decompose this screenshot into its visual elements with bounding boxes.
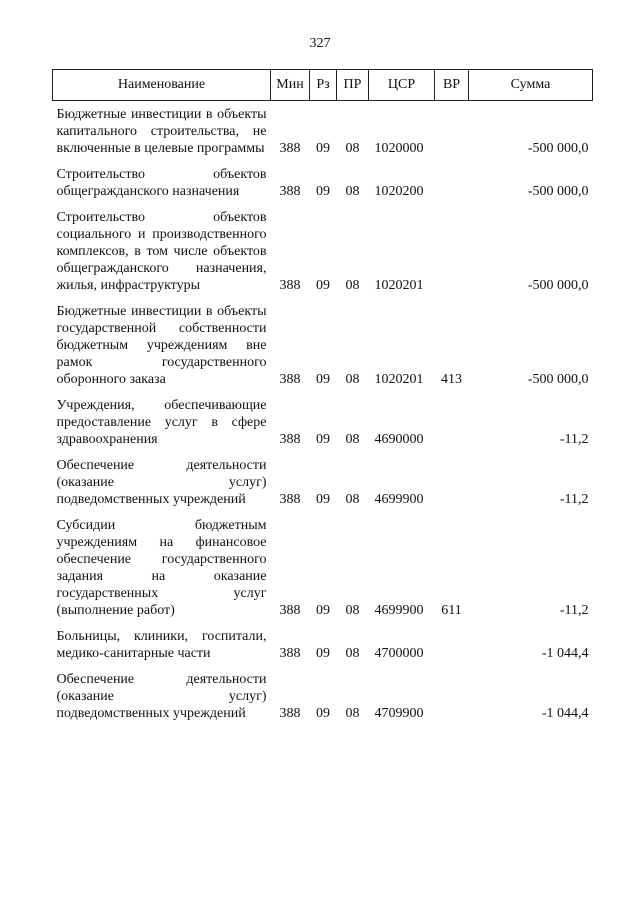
row-spacer bbox=[53, 388, 593, 397]
cell-vr bbox=[435, 106, 469, 157]
cell-name: Бюджетные инвестиции в объекты капитального строительства, не включенные в целевые программы bbox=[56, 107, 267, 156]
cell-rz: 09 bbox=[316, 372, 330, 387]
cell-sum: -500 000,0 bbox=[527, 141, 589, 156]
cell-min: 388 bbox=[279, 372, 301, 387]
cell-sum: -500 000,0 bbox=[527, 372, 589, 387]
cell-csr: 1020201 bbox=[374, 278, 424, 293]
cell-vr bbox=[435, 397, 469, 448]
cell-csr: 1020200 bbox=[374, 184, 424, 199]
cell-rz: 09 bbox=[316, 184, 330, 199]
cell-csr: 1020201 bbox=[374, 372, 424, 387]
cell-name: Больницы, клиники, госпитали, медико-санитарные части bbox=[56, 629, 267, 661]
cell-csr: 4690000 bbox=[374, 432, 424, 447]
cell-rz: 09 bbox=[316, 141, 330, 156]
cell-pr: 08 bbox=[345, 706, 360, 721]
cell-csr: 4699900 bbox=[374, 603, 424, 618]
cell-vr bbox=[435, 166, 469, 200]
table-row bbox=[53, 166, 593, 200]
cell-vr bbox=[435, 628, 469, 662]
cell-csr: 4709900 bbox=[374, 706, 424, 721]
cell-vr: 413 bbox=[441, 372, 462, 387]
cell-rz: 09 bbox=[316, 432, 330, 447]
row-spacer-cell bbox=[53, 508, 593, 517]
table-row bbox=[53, 517, 593, 619]
header-csr: ЦСР bbox=[369, 70, 435, 101]
table-row bbox=[53, 671, 593, 722]
header-name: Наименование bbox=[53, 70, 271, 101]
cell-name: Строительство объектов социального и производственного комплексов, в том числе объектов общегражданского назначения, жилья, инфраструктуры bbox=[56, 210, 267, 293]
cell-pr: 08 bbox=[345, 432, 360, 447]
header-rz: Рз bbox=[310, 70, 337, 101]
cell-rz: 09 bbox=[316, 603, 330, 618]
cell-pr: 08 bbox=[345, 646, 360, 661]
cell-sum: -500 000,0 bbox=[527, 184, 589, 199]
row-spacer-cell bbox=[53, 619, 593, 628]
table-header bbox=[53, 70, 593, 101]
cell-pr: 08 bbox=[345, 278, 360, 293]
row-spacer-cell bbox=[53, 157, 593, 166]
row-spacer bbox=[53, 508, 593, 517]
row-spacer-cell bbox=[53, 294, 593, 303]
table-row bbox=[53, 209, 593, 294]
cell-vr bbox=[435, 671, 469, 722]
cell-vr: 611 bbox=[441, 603, 462, 618]
row-spacer bbox=[53, 200, 593, 209]
cell-sum: -1 044,4 bbox=[541, 646, 589, 661]
cell-csr: 4699900 bbox=[374, 492, 424, 507]
cell-pr: 08 bbox=[345, 492, 360, 507]
table-row bbox=[53, 303, 593, 388]
cell-min: 388 bbox=[279, 432, 301, 447]
row-spacer bbox=[53, 662, 593, 671]
table-row bbox=[53, 628, 593, 662]
budget-table bbox=[52, 69, 593, 722]
cell-min: 388 bbox=[279, 141, 301, 156]
cell-sum: -11,2 bbox=[559, 492, 589, 507]
row-spacer bbox=[53, 157, 593, 166]
row-spacer-cell bbox=[53, 388, 593, 397]
table-row bbox=[53, 457, 593, 508]
row-spacer-cell bbox=[53, 662, 593, 671]
table-body bbox=[53, 101, 593, 723]
page-number: 327 bbox=[309, 36, 331, 51]
cell-name: Обеспечение деятельности (оказание услуг) подведомственных учреждений bbox=[56, 458, 267, 507]
cell-pr: 08 bbox=[345, 372, 360, 387]
cell-min: 388 bbox=[279, 603, 301, 618]
row-spacer bbox=[53, 294, 593, 303]
cell-name: Обеспечение деятельности (оказание услуг) подведомственных учреждений bbox=[56, 672, 267, 721]
header-sum: Сумма bbox=[469, 70, 593, 101]
header-min: Мин bbox=[271, 70, 310, 101]
row-spacer-cell bbox=[53, 448, 593, 457]
cell-csr: 4700000 bbox=[374, 646, 424, 661]
table-row bbox=[53, 397, 593, 448]
cell-sum: -11,2 bbox=[559, 432, 589, 447]
header-vr: ВР bbox=[435, 70, 469, 101]
cell-name: Бюджетные инвестиции в объекты государственной собственности бюджетным учреждениям вне рамок государственного оборонного заказа bbox=[56, 304, 267, 387]
cell-name: Субсидии бюджетным учреждениям на финансовое обеспечение государственного задания на оказание государственных услуг (выполнение работ) bbox=[56, 518, 267, 618]
row-spacer-cell bbox=[53, 200, 593, 209]
table-row bbox=[53, 106, 593, 157]
cell-name: Строительство объектов общегражданского назначения bbox=[56, 167, 267, 199]
cell-vr bbox=[435, 209, 469, 294]
cell-min: 388 bbox=[279, 706, 301, 721]
cell-min: 388 bbox=[279, 184, 301, 199]
cell-name: Учреждения, обеспечивающие предоставление услуг в сфере здравоохранения bbox=[56, 398, 267, 447]
cell-min: 388 bbox=[279, 492, 301, 507]
cell-vr bbox=[435, 457, 469, 508]
row-spacer bbox=[53, 619, 593, 628]
row-spacer bbox=[53, 448, 593, 457]
cell-pr: 08 bbox=[345, 141, 360, 156]
cell-min: 388 bbox=[279, 646, 301, 661]
cell-rz: 09 bbox=[316, 278, 330, 293]
cell-rz: 09 bbox=[316, 646, 330, 661]
cell-pr: 08 bbox=[345, 184, 360, 199]
cell-sum: -11,2 bbox=[559, 603, 589, 618]
cell-sum: -500 000,0 bbox=[527, 278, 589, 293]
cell-rz: 09 bbox=[316, 492, 330, 507]
cell-csr: 1020000 bbox=[374, 141, 424, 156]
cell-pr: 08 bbox=[345, 603, 360, 618]
cell-sum: -1 044,4 bbox=[541, 706, 589, 721]
cell-min: 388 bbox=[279, 278, 301, 293]
cell-rz: 09 bbox=[316, 706, 330, 721]
header-pr: ПР bbox=[337, 70, 369, 101]
